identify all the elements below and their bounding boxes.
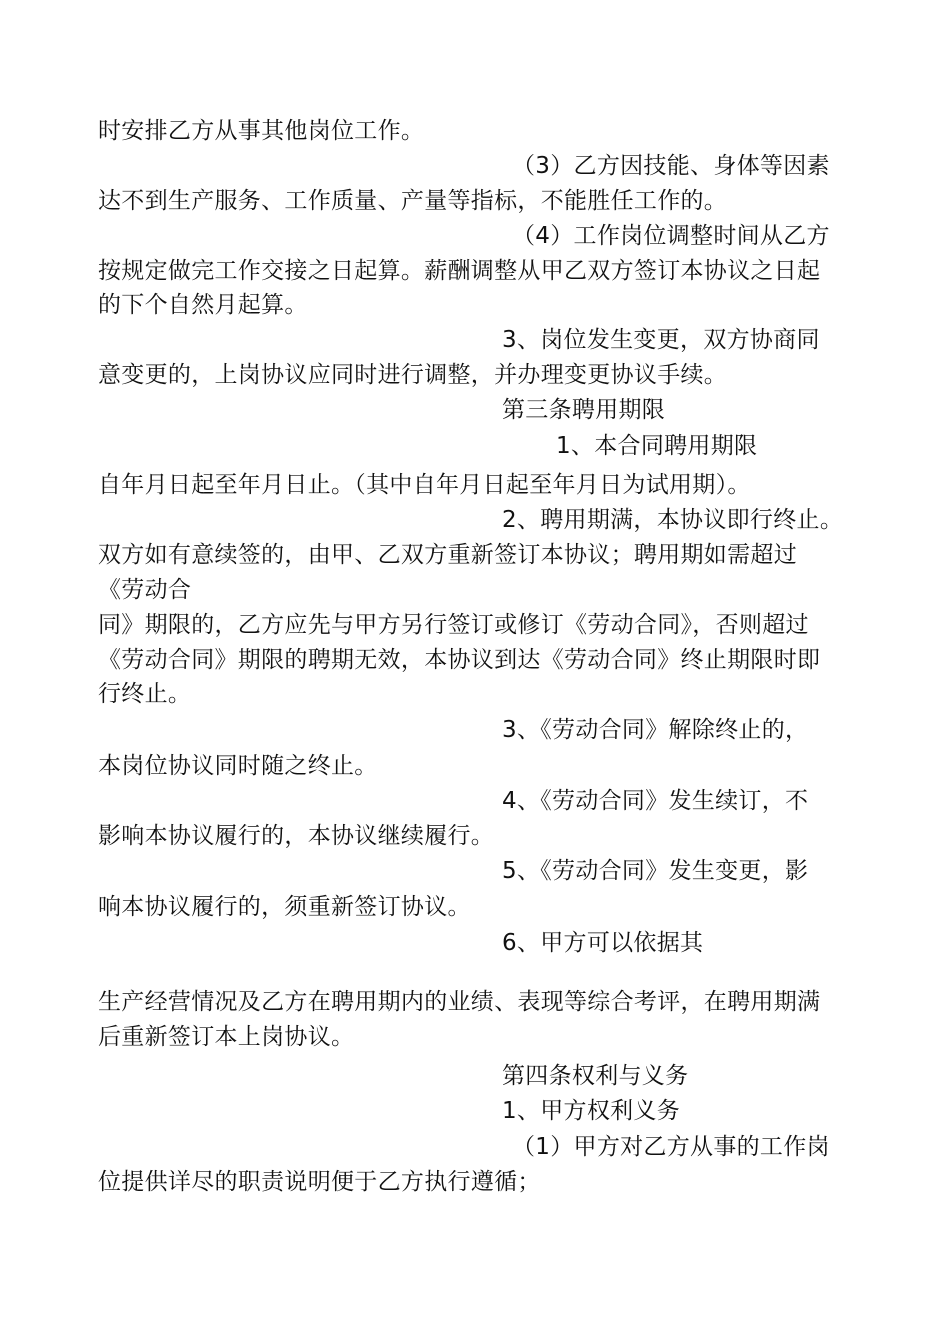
text-line: 时安排乙方从事其他岗位工作。 [98, 118, 425, 144]
text-line: 自年月日起至年月日止。（其中自年月日起至年月日为试用期）。 [98, 472, 751, 498]
section-heading: 第四条权利与义务 [502, 1063, 689, 1089]
text-line: 意变更的，上岗协议应同时进行调整，并办理变更协议手续。 [98, 362, 728, 388]
text-line: 按规定做完工作交接之日起算。薪酬调整从甲乙双方签订本协议之日起 [98, 258, 821, 284]
text-line: 生产经营情况及乙方在聘用期内的业绩、表现等综合考评，在聘用期满 [98, 989, 821, 1015]
text-line: （4）工作岗位调整时间从乙方 [512, 223, 830, 249]
text-line: 5、《劳动合同》发生变更，影 [502, 858, 809, 884]
text-line: 1、甲方权利义务 [502, 1098, 681, 1124]
text-line: （3）乙方因技能、身体等因素 [512, 153, 830, 179]
text-line: 同》期限的，乙方应先与甲方另行签订或修订《劳动合同》，否则超过 [98, 612, 809, 638]
text-line: 《劳动合 [98, 577, 192, 603]
text-line: 的下个自然月起算。 [98, 292, 308, 318]
text-line: 后重新签订本上岗协议。 [98, 1024, 355, 1050]
text-line: 本岗位协议同时随之终止。 [98, 753, 378, 779]
text-line: 3、《劳动合同》解除终止的， [502, 717, 809, 743]
text-line: 影响本协议履行的，本协议继续履行。 [98, 823, 495, 849]
text-line: 1、本合同聘用期限 [556, 433, 758, 459]
text-line: （1）甲方对乙方从事的工作岗 [512, 1134, 830, 1160]
text-line: 《劳动合同》期限的聘期无效，本协议到达《劳动合同》终止期限时即 [98, 647, 821, 673]
text-line: 3、岗位发生变更，双方协商同 [502, 327, 820, 353]
text-line: 4、《劳动合同》发生续订，不 [502, 788, 809, 814]
text-line: 6、甲方可以依据其 [502, 930, 704, 956]
text-line: 行终止。 [98, 681, 192, 707]
section-heading: 第三条聘用期限 [502, 397, 666, 423]
text-line: 双方如有意续签的，由甲、乙双方重新签订本协议；聘用期如需超过 [98, 542, 797, 568]
text-line: 响本协议履行的，须重新签订协议。 [98, 894, 471, 920]
text-line: 2、聘用期满，本协议即行终止。 [502, 507, 844, 533]
text-line: 位提供详尽的职责说明便于乙方执行遵循； [98, 1169, 541, 1195]
text-line: 达不到生产服务、工作质量、产量等指标，不能胜任工作的。 [98, 188, 728, 214]
